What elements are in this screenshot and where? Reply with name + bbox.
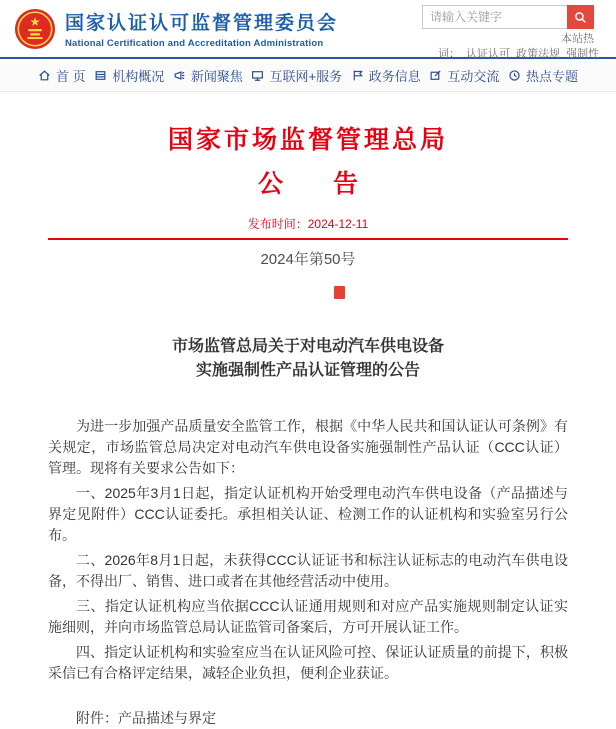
announcement-title-line1: 市场监管总局关于对电动汽车供电设备: [171, 338, 444, 355]
search-area: [422, 5, 600, 62]
search-button[interactable]: [567, 5, 594, 29]
nav-item-interaction[interactable]: [429, 66, 499, 85]
org-overview-icon: [94, 69, 107, 82]
gov-info-flag-icon: [351, 69, 364, 82]
announcement-title-line2: 实施强制性产品认证管理的公告: [195, 362, 420, 379]
nav-item-gov-info[interactable]: [351, 66, 421, 85]
site-title: 国家认证认可监督管理委员会: [65, 13, 339, 34]
search-input[interactable]: [422, 5, 567, 29]
nav-item-news[interactable]: [173, 66, 243, 85]
nav-item-hot-topics[interactable]: [508, 66, 578, 85]
nav-label: 首 页: [56, 68, 86, 84]
news-megaphone-icon: [173, 69, 186, 82]
national-emblem-icon: [14, 8, 56, 50]
paragraph-item-2: 二、2026年8月1日起，未获得CCC认证证书和标注认证标志的电动汽车供电设备，不得出厂、销售、进口或者在其他经营活动中使用。: [48, 552, 568, 589]
internet-service-icon: [251, 69, 264, 82]
doc-type-title: 公 告: [257, 170, 358, 198]
announcement-body: [48, 416, 568, 729]
paragraph-item-3: 三、指定认证机构应当依据CCC认证通用规则和对应产品实施规则制定认证实施细则，并向市场监管总局认证监管司备案后，方可开展认证工作。: [48, 598, 568, 635]
hotwords-prefix: 词：: [438, 48, 460, 60]
hotword-link[interactable]: 政策法规: [516, 48, 561, 60]
svg-text:★: ★: [29, 14, 41, 29]
hotword-link[interactable]: 认证认可: [466, 48, 511, 60]
publish-date-line: [48, 217, 568, 231]
publish-date: 2024-12-11: [307, 217, 369, 231]
nav-label: 互联网+服务: [269, 68, 343, 84]
seal-image: [334, 286, 345, 299]
announcement-document: [0, 92, 616, 729]
doc-number: 2024年第50号: [260, 251, 356, 268]
attachment-line: 附件：产品描述与界定: [76, 710, 216, 726]
nav-label: 互动交流: [447, 68, 500, 84]
hotwords: [422, 32, 600, 62]
nav-label: 机构概况: [112, 68, 165, 84]
hotwords-line2: [422, 47, 600, 62]
hotwords-line1: 本站热: [561, 33, 594, 45]
issuer-title: 国家市场监督管理总局: [167, 126, 448, 154]
interaction-edit-icon: [429, 69, 442, 82]
nav-item-home[interactable]: [38, 66, 86, 85]
nav-item-org-overview[interactable]: [94, 66, 164, 85]
brand-text: [65, 8, 338, 49]
hot-topic-icon: [508, 69, 521, 82]
nav-label: 热点专题: [525, 68, 578, 84]
site-subtitle: National Certification and Accreditation Administration: [65, 38, 324, 49]
main-nav: [0, 59, 616, 92]
nav-item-internet-service[interactable]: [251, 66, 342, 85]
nav-label: 新闻聚焦: [190, 68, 243, 84]
paragraph-item-1: 一、2025年3月1日起，指定认证机构开始受理电动汽车供电设备（产品描述与界定见附件）CCC认证委托。承担相关认证、检测工作的认证机构和实验室另行公布。: [48, 485, 568, 543]
hotword-link[interactable]: 强制性: [566, 48, 600, 60]
publish-label: 发布时间：: [247, 217, 308, 231]
nav-label: 政务信息: [368, 68, 421, 84]
site-header: [0, 0, 616, 59]
search-icon: [574, 11, 587, 24]
paragraph-item-4: 四、指定认证机构和实验室应当在认证风险可控、保证认证质量的前提下，积极采信已有合格评定结果，减轻企业负担，便利企业获证。: [48, 644, 568, 681]
red-divider: [48, 238, 568, 240]
paragraph-intro: 为进一步加强产品质量安全监管工作，根据《中华人民共和国认证认可条例》有关规定，市场监管总局决定对电动汽车供电设备实施强制性产品认证（CCC认证）管理。现将有关要求公告如下：: [48, 418, 568, 476]
announcement-title: [48, 335, 568, 383]
home-icon: [38, 69, 51, 82]
site-logo[interactable]: [14, 8, 338, 50]
